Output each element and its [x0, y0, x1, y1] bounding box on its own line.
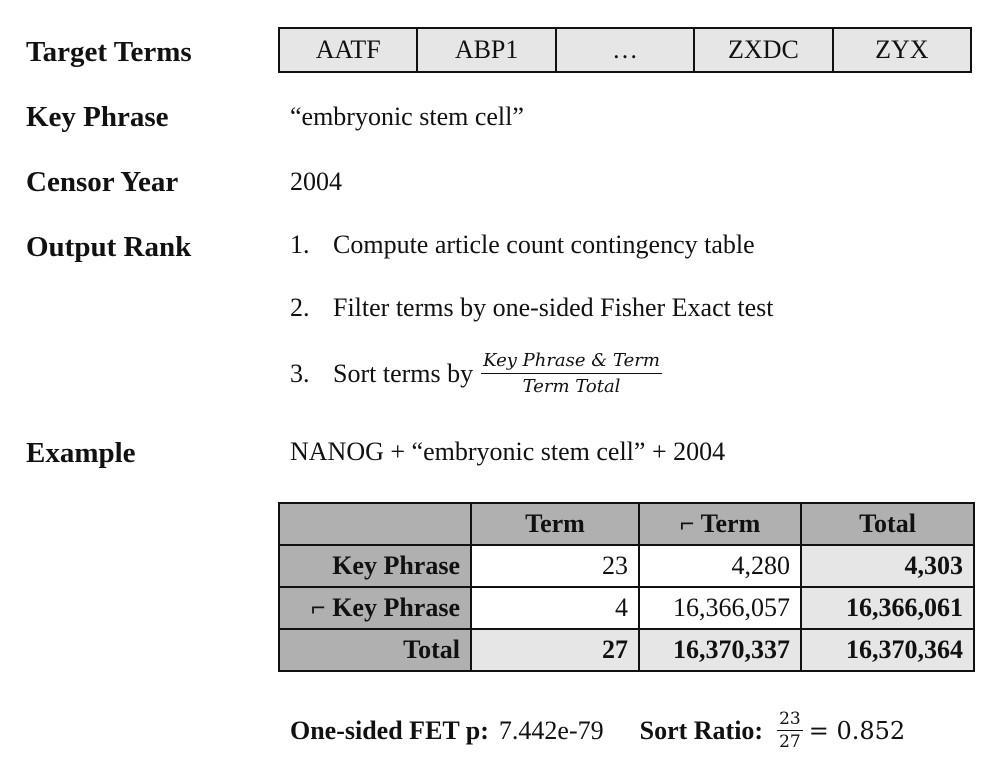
target-terms-label: Target Terms — [26, 36, 192, 68]
row-header: ⌐ Key Phrase — [279, 587, 471, 629]
step-number: 2. — [290, 293, 310, 322]
step-1 — [290, 232, 755, 258]
step-2 — [290, 295, 773, 321]
target-term: AATF — [280, 29, 418, 71]
step-number: 1. — [290, 230, 310, 259]
step-text: Filter terms by one-sided Fisher Exact test — [333, 293, 774, 322]
ratio-numerator: 23 — [779, 709, 801, 729]
step-number: 3. — [290, 359, 310, 388]
ratio-denominator: 27 — [779, 732, 801, 752]
cell-total: 16,366,061 — [801, 587, 974, 629]
example-value: NANOG + “embryonic stem cell” + 2004 — [290, 437, 726, 466]
ratio-result: = 0.852 — [808, 716, 906, 745]
cell-total: 4,303 — [801, 545, 974, 587]
contingency-table — [278, 502, 975, 672]
step-3 — [290, 352, 662, 396]
example-label: Example — [26, 437, 136, 469]
censor-year-value: 2004 — [290, 167, 342, 196]
target-term: ZYX — [875, 35, 929, 64]
result-summary — [290, 709, 905, 752]
cell-not-term: 16,370,337 — [639, 629, 801, 671]
cell-total: 16,370,364 — [801, 629, 974, 671]
column-header-term: Term — [471, 503, 639, 545]
sort-ratio-fraction — [777, 709, 803, 752]
cell-not-term: 4,280 — [639, 545, 801, 587]
cell-term: 4 — [471, 587, 639, 629]
step-text: Sort terms by — [333, 359, 474, 388]
table-corner — [279, 503, 471, 545]
table-row — [279, 587, 974, 629]
fet-value: 7.442e-79 — [498, 715, 604, 745]
sort-ratio-label: Sort Ratio: — [639, 715, 764, 745]
target-terms-strip — [278, 27, 972, 73]
sort-formula-numerator: Key Phrase & Term — [481, 352, 662, 374]
cell-term: 23 — [471, 545, 639, 587]
key-phrase-label: Key Phrase — [26, 101, 169, 133]
target-term: ABP1 — [418, 29, 556, 71]
step-text: Compute article count contingency table — [333, 230, 755, 259]
row-header: Key Phrase — [279, 545, 471, 587]
censor-year-label: Censor Year — [26, 166, 179, 198]
target-term: … — [557, 29, 695, 71]
table-header-row — [279, 503, 974, 545]
target-term: ZXDC — [695, 29, 833, 71]
output-rank-label: Output Rank — [26, 231, 192, 263]
column-header-not-term: ⌐ Term — [639, 503, 801, 545]
key-phrase-value: “embryonic stem cell” — [290, 102, 524, 131]
sort-formula-denominator: Term Total — [522, 376, 621, 397]
cell-not-term: 16,366,057 — [639, 587, 801, 629]
table-row — [279, 629, 974, 671]
sort-formula — [481, 352, 662, 396]
fet-label: One-sided FET p: — [290, 715, 489, 745]
row-header: Total — [279, 629, 471, 671]
table-row — [279, 545, 974, 587]
cell-term: 27 — [471, 629, 639, 671]
column-header-total: Total — [801, 503, 974, 545]
